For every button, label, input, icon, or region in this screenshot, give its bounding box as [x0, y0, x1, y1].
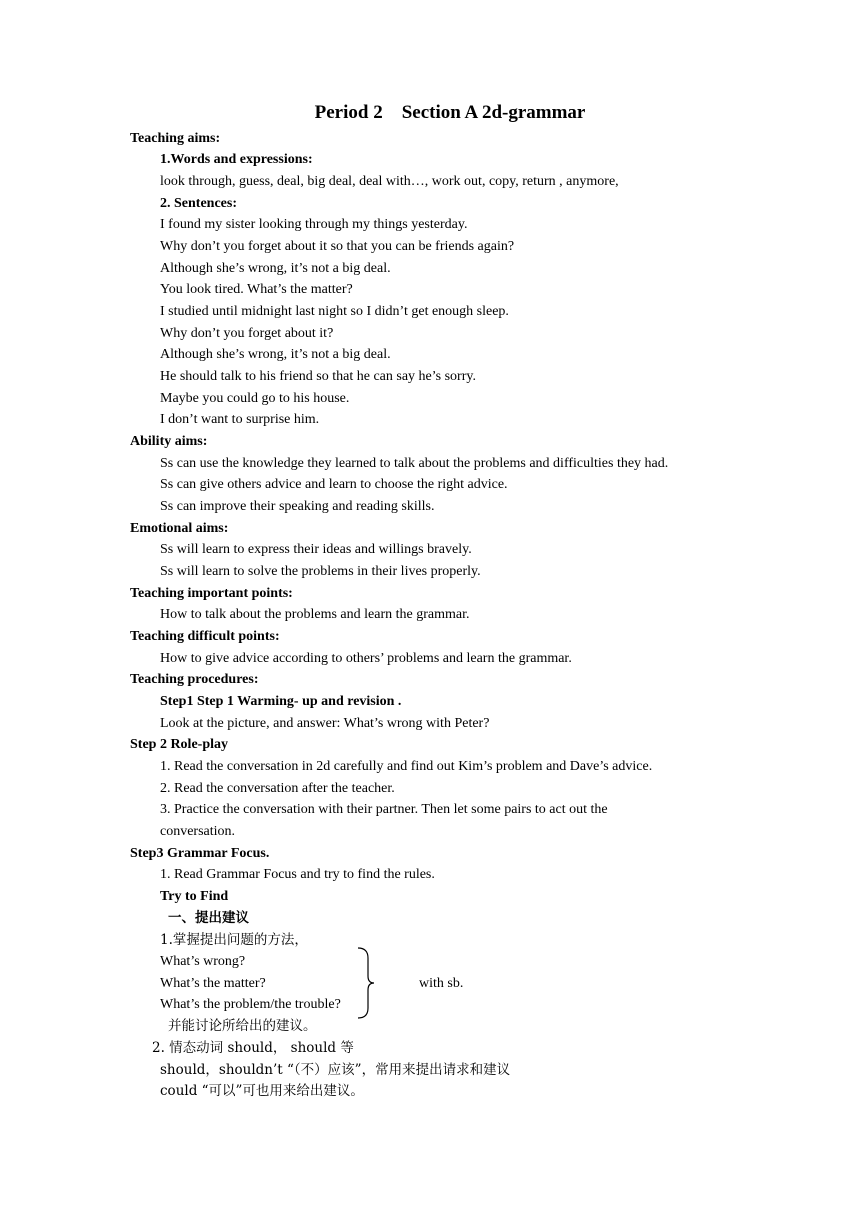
emotional-aims-heading: Emotional aims: — [130, 521, 229, 536]
right-brace-icon — [354, 946, 378, 1020]
step2-item: conversation. — [160, 824, 236, 839]
page-title: Period 2 Section A 2d-grammar — [314, 102, 586, 123]
important-points-text: How to talk about the problems and learn the grammar. — [160, 607, 470, 622]
sentence-line: Although she’s wrong, it’s not a big deal. — [160, 347, 391, 362]
question-line: What’s the matter? — [160, 976, 266, 991]
with-sb-text: with sb. — [419, 976, 464, 991]
point-one-text: 1.掌握提出问题的方法， — [160, 932, 308, 948]
step2-item: 1. Read the conversation in 2d carefully and find out Kim’s problem and Dave’s advice. — [160, 759, 653, 774]
step2-item: 2. Read the conversation after the teacher. — [160, 781, 395, 796]
sentence-line: I studied until midnight last night so I didn’t get enough sleep. — [160, 304, 509, 319]
try-to-find-heading: Try to Find — [160, 889, 229, 904]
step1-heading: Step1 Step 1 Warming- up and revision . — [160, 694, 402, 709]
words-list: look through, guess, deal, big deal, deal with…, work out, copy, return , anymore, — [160, 174, 619, 189]
ability-aims-heading: Ability aims: — [130, 434, 208, 449]
step3-text: 1. Read Grammar Focus and try to find the rules. — [160, 867, 435, 882]
step1-text: Look at the picture, and answer: What’s wrong with Peter? — [160, 716, 490, 731]
sentence-line: He should talk to his friend so that he can say he’s sorry. — [160, 369, 476, 384]
important-points-heading: Teaching important points: — [130, 586, 293, 601]
words-heading: 1.Words and expressions: — [160, 152, 313, 167]
sentence-line: Why don’t you forget about it so that you can be friends again? — [160, 239, 515, 254]
point-two-text: 2. 情态动词 should， should 等 — [152, 1040, 354, 1056]
could-line: could “可以”可也用来给出建议。 — [160, 1083, 364, 1099]
sentence-line: Maybe you could go to his house. — [160, 391, 350, 406]
ability-aim-item: Ss can improve their speaking and reading skills. — [160, 499, 435, 514]
procedures-heading: Teaching procedures: — [130, 672, 259, 687]
step2-item: 3. Practice the conversation with their partner. Then let some pairs to act out the — [160, 802, 608, 817]
question-line: What’s wrong? — [160, 954, 246, 969]
difficult-points-text: How to give advice according to others’ problems and learn the grammar. — [160, 651, 572, 666]
emotional-aim-item: Ss will learn to express their ideas and willings bravely. — [160, 542, 472, 557]
section-one-heading: 一、提出建议 — [168, 910, 249, 926]
ability-aim-item: Ss can use the knowledge they learned to talk about the problems and difficulties they had. — [160, 456, 669, 471]
should-line: should，shouldn’t “（不）应该”，常用来提出请求和建议 — [160, 1062, 511, 1078]
step3-heading: Step3 Grammar Focus. — [130, 846, 270, 861]
difficult-points-heading: Teaching difficult points: — [130, 629, 280, 644]
discuss-text: 并能讨论所给出的建议。 — [168, 1018, 317, 1034]
step2-heading: Step 2 Role-play — [130, 737, 228, 752]
sentences-heading: 2. Sentences: — [160, 196, 237, 211]
sentence-line: Why don’t you forget about it? — [160, 326, 334, 341]
sentence-line: Although she’s wrong, it’s not a big deal. — [160, 261, 391, 276]
teaching-aims-heading: Teaching aims: — [130, 131, 221, 146]
ability-aim-item: Ss can give others advice and learn to choose the right advice. — [160, 477, 508, 492]
emotional-aim-item: Ss will learn to solve the problems in their lives properly. — [160, 564, 481, 579]
sentence-line: I don’t want to surprise him. — [160, 412, 320, 427]
sentence-line: You look tired. What’s the matter? — [160, 282, 353, 297]
sentence-line: I found my sister looking through my things yesterday. — [160, 217, 468, 232]
question-line: What’s the problem/the trouble? — [160, 997, 341, 1012]
